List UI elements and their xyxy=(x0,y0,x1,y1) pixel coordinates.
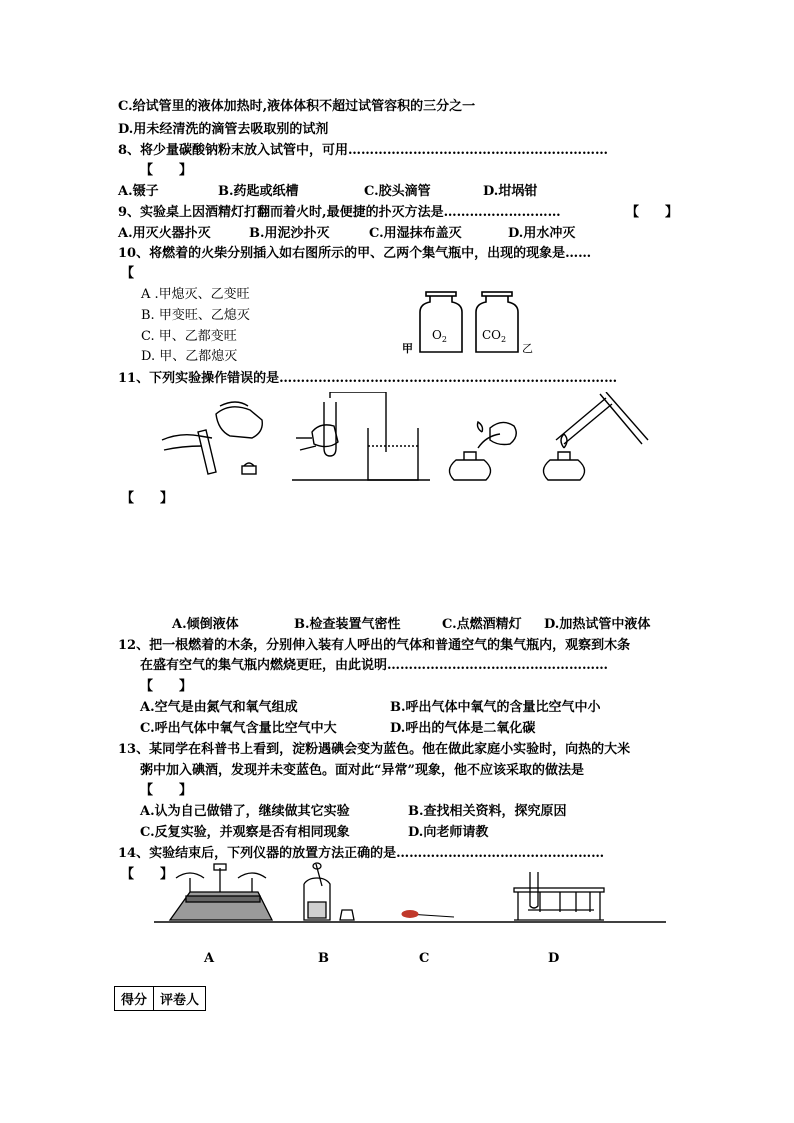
lab-operations-figure xyxy=(160,392,650,486)
instrument-placement-figure xyxy=(150,862,670,926)
q7-option-d: D.用未经清洗的滴管去吸取别的试剂 xyxy=(118,122,329,137)
q11-option-d: D.加热试管中液体 xyxy=(544,617,651,632)
q14-label-a: A xyxy=(204,951,215,966)
q13-stem-line2: 粥中加入碘酒，发现并未变蓝色。面对此“异常”现象，他不应该采取的做法是 xyxy=(140,763,584,778)
q12-option-a: A.空气是由氮气和氧气组成 xyxy=(140,700,298,715)
q9-option-b: B.用泥沙扑灭 xyxy=(249,226,330,241)
q10-option-a: A .甲熄灭、乙变旺 xyxy=(141,287,250,302)
q9-stem: 9、实验桌上因酒精灯打翻而着火时,最便捷的扑灭方法是……………………… xyxy=(118,205,561,220)
q13-option-a: A.认为自己做错了，继续做其它实验 xyxy=(140,804,350,819)
q11-option-a: A.倾倒液体 xyxy=(172,617,239,632)
q13-stem-line1: 13、某同学在科普书上看到，淀粉遇碘会变为蓝色。他在做此家庭小实验时，向热的大米 xyxy=(118,742,631,757)
q10-stem: 10、将燃着的火柴分别插入如右图所示的甲、乙两个集气瓶中，出现的现象是…… xyxy=(118,246,592,261)
q9-bracket: 【 】 xyxy=(626,205,679,220)
carbon-dioxide-bottle xyxy=(476,292,518,352)
q13-bracket: 【 】 xyxy=(140,783,193,798)
test-tube-rack-illustration xyxy=(514,872,604,920)
grader-label: 评卷人 xyxy=(153,987,205,1010)
q11-option-c: C.点燃酒精灯 xyxy=(442,617,522,632)
q13-option-c: C.反复实验，并观察是否有相同现象 xyxy=(140,825,350,840)
q12-bracket: 【 】 xyxy=(140,679,193,694)
q12-option-b: B.呼出气体中氧气的含量比空气中小 xyxy=(390,700,601,715)
bottle-tag-yi: 乙 xyxy=(522,342,533,355)
q9-option-a: A.用灭火器扑灭 xyxy=(118,226,211,241)
q8-bracket: 【 】 xyxy=(140,163,193,178)
q12-option-c: C.呼出气体中氧气含量比空气中大 xyxy=(140,721,337,736)
airtightness-check-illustration xyxy=(292,392,430,480)
gas-bottles-figure xyxy=(398,290,544,360)
q14-label-b: B xyxy=(318,951,329,966)
q10-bracket: 【 xyxy=(121,266,135,281)
q11-stem: 11、下列实验操作错误的是…………………………………………………………………… xyxy=(118,371,618,386)
q8-option-a: A.镊子 xyxy=(118,184,159,199)
q7-option-c: C.给试管里的液体加热时,液体体积不超过试管容积的三分之一 xyxy=(118,99,476,114)
bottle-label-o2: $O_2$ xyxy=(432,328,447,344)
dropper-illustration xyxy=(402,911,454,918)
q14-bracket: 【 】 xyxy=(121,867,174,882)
pouring-liquid-illustration xyxy=(162,402,262,474)
q13-option-d: D.向老师请教 xyxy=(408,825,489,840)
q10-option-c: C. 甲、乙都变旺 xyxy=(141,329,237,344)
balance-illustration xyxy=(170,864,272,920)
q8-stem: 8、将少量碳酸钠粉末放入试管中，可用…………………………………………………… xyxy=(118,143,609,158)
q12-option-d: D.呼出的气体是二氧化碳 xyxy=(390,721,536,736)
q12-stem-line2: 在盛有空气的集气瓶内燃烧更旺，由此说明…………………………………………… xyxy=(140,658,609,673)
q11-option-b: B.检查装置气密性 xyxy=(294,617,401,632)
q12-stem-line1: 12、把一根燃着的木条，分别伸入装有人呼出的气体和普通空气的集气瓶内，观察到木条 xyxy=(118,638,631,653)
q10-option-b: B. 甲变旺、乙熄灭 xyxy=(141,308,250,323)
q8-option-b: B.药匙或纸槽 xyxy=(218,184,299,199)
q8-option-c: C.胶头滴管 xyxy=(364,184,431,199)
q9-option-c: C.用湿抹布盖灭 xyxy=(369,226,462,241)
score-label: 得分 xyxy=(121,993,148,1008)
bottle-tag-jia: 甲 xyxy=(402,342,413,355)
q8-option-d: D.坩埚钳 xyxy=(483,184,538,199)
q9-option-d: D.用水冲灭 xyxy=(508,226,576,241)
bottle-label-co2: $CO_2$ xyxy=(482,328,507,344)
reagent-bottle-illustration xyxy=(304,863,354,920)
score-box xyxy=(114,986,206,1011)
lighting-alcohol-lamp-illustration xyxy=(449,422,516,480)
q10-option-d: D. 甲、乙都熄灭 xyxy=(141,349,238,364)
q13-option-b: B.查找相关资料，探究原因 xyxy=(408,804,567,819)
q14-label-c: C xyxy=(419,951,430,966)
q14-stem: 14、实验结束后，下列仪器的放置方法正确的是………………………………………… xyxy=(118,846,605,861)
q11-bracket: 【 】 xyxy=(121,491,174,506)
q14-label-d: D xyxy=(548,951,560,966)
heating-test-tube-illustration xyxy=(543,392,648,480)
